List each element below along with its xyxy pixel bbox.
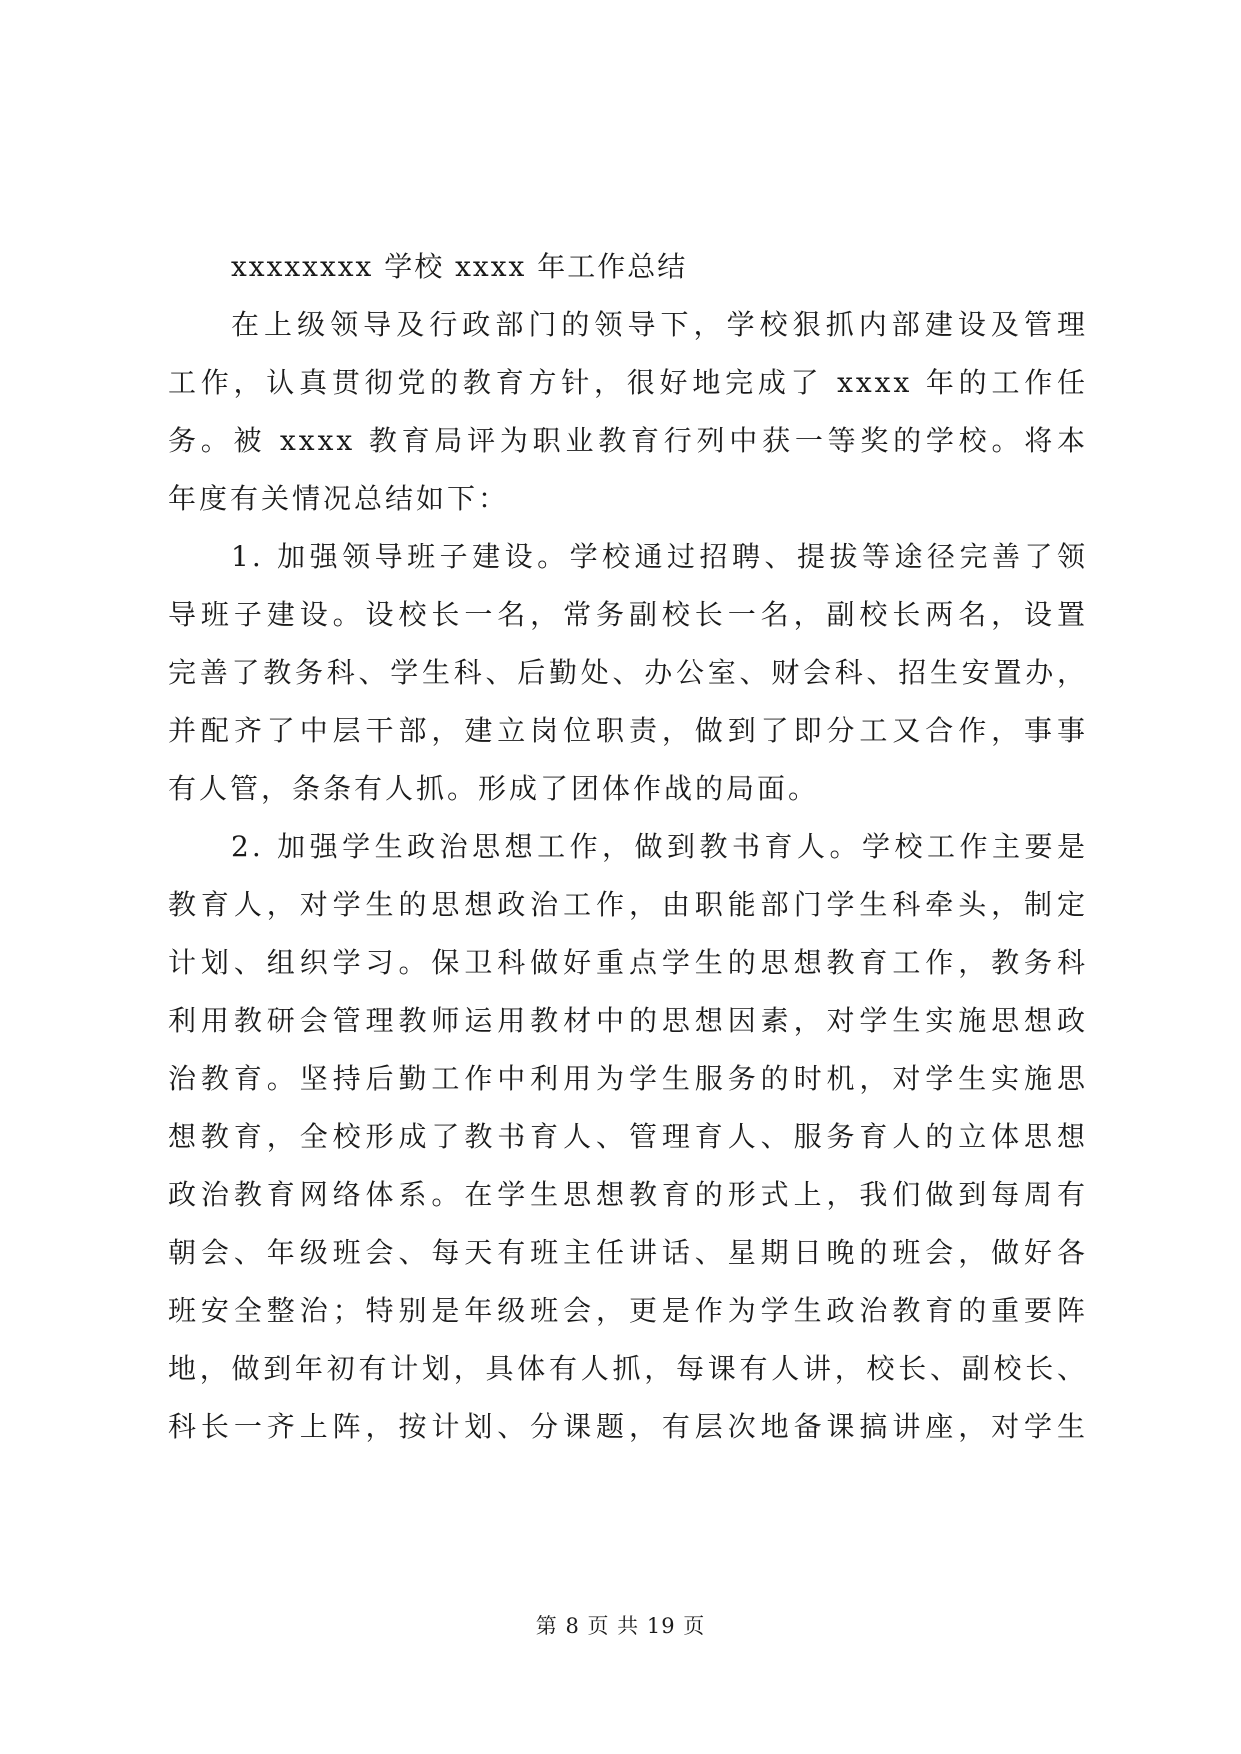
paragraph-line: 科长一齐上阵，按计划、分课题，有层次地备课搞讲座，对学生 — [168, 1410, 1088, 1443]
paragraph-line: 班安全整治；特别是年级班会，更是作为学生政治教育的重要阵 — [168, 1294, 1088, 1327]
paragraph-line: 1. 加强领导班子建设。学校通过招聘、提拔等途径完善了领 — [231, 540, 1088, 573]
paragraph-line: 想教育，全校形成了教书育人、管理育人、服务育人的立体思想 — [168, 1120, 1088, 1153]
paragraph-line: 治教育。坚持后勤工作中利用为学生服务的时机，对学生实施思 — [168, 1062, 1088, 1095]
paragraph-line: 并配齐了中层干部，建立岗位职责，做到了即分工又合作，事事 — [168, 714, 1088, 747]
paragraph-line: 工作，认真贯彻党的教育方针，很好地完成了 xxxx 年的工作任 — [168, 366, 1088, 399]
paragraph-line: 在上级领导及行政部门的领导下，学校狠抓内部建设及管理 — [231, 308, 1088, 341]
paragraph-line: 年度有关情况总结如下： — [168, 482, 510, 515]
paragraph-line: 务。被 xxxx 教育局评为职业教育行列中获一等奖的学校。将本 — [168, 424, 1088, 457]
paragraph-line: 有人管，条条有人抓。形成了团体作战的局面。 — [168, 772, 820, 805]
paragraph-line: 政治教育网络体系。在学生思想教育的形式上，我们做到每周有 — [168, 1178, 1088, 1211]
paragraph-line: 朝会、年级班会、每天有班主任讲话、星期日晚的班会，做好各 — [168, 1236, 1088, 1269]
paragraph-line: 教育人，对学生的思想政治工作，由职能部门学生科牵头，制定 — [168, 888, 1088, 921]
paragraph-line: 利用教研会管理教师运用教材中的思想因素，对学生实施思想政 — [168, 1004, 1088, 1037]
paragraph-line: 完善了教务科、学生科、后勤处、办公室、财会科、招生安置办， — [168, 656, 1088, 689]
paragraph-line: 计划、组织学习。保卫科做好重点学生的思想教育工作，教务科 — [168, 946, 1088, 979]
paragraph-line: 地，做到年初有计划，具体有人抓，每课有人讲，校长、副校长、 — [168, 1352, 1088, 1385]
paragraph-line: 2. 加强学生政治思想工作，做到教书育人。学校工作主要是 — [231, 830, 1088, 863]
paragraph-line: 导班子建设。设校长一名，常务副校长一名，副校长两名，设置 — [168, 598, 1088, 631]
document-title: xxxxxxxx 学校 xxxx 年工作总结 — [231, 250, 688, 283]
page-number-footer: 第 8 页 共 19 页 — [535, 1614, 706, 1638]
